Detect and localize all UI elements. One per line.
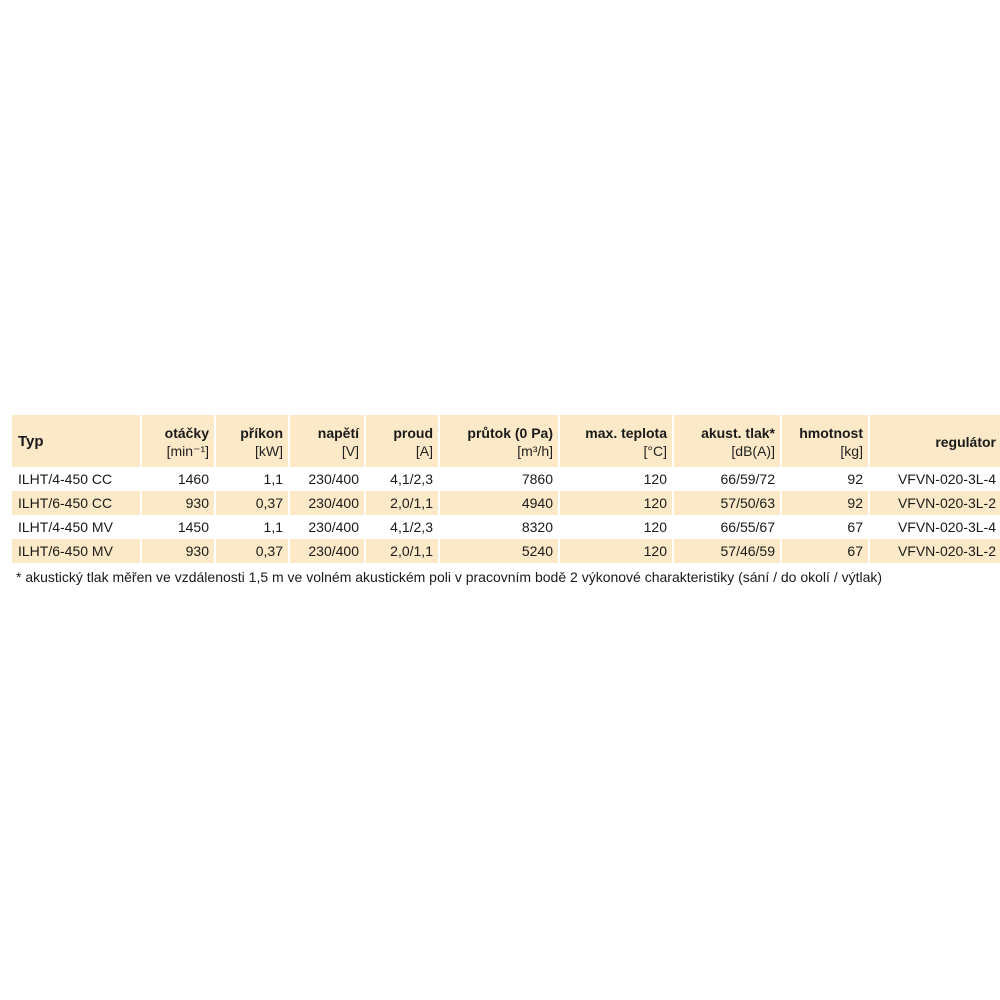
header-regulator (870, 415, 1000, 467)
cell-akust-tlak: 57/50/63 (674, 491, 780, 515)
cell-regulator: VFVN-020-3L-2 (870, 539, 1000, 563)
cell-otacky: 930 (142, 491, 214, 515)
cell-akust-tlak: 66/55/67 (720, 519, 775, 535)
table-header-row (12, 415, 1000, 467)
cell-napeti: 230/400 (290, 491, 364, 515)
header-proud (366, 415, 438, 467)
cell-prutok: 4940 (440, 491, 558, 515)
cell-prikon: 1,1 (263, 471, 283, 487)
header-otacky-label: otáčky (164, 425, 209, 441)
table-row (12, 539, 1000, 563)
header-prutok-label: průtok (0 Pa) (467, 425, 553, 441)
cell-regulator: VFVN-020-3L-4 (897, 471, 996, 487)
header-prikon-unit: [kW] (255, 443, 283, 459)
cell-prutok: 7860 (521, 471, 553, 487)
header-hmotnost-label: hmotnost (799, 425, 863, 441)
cell-typ: ILHT/6-450 CC (12, 491, 140, 515)
cell-hmotnost: 92 (782, 491, 868, 515)
cell-akust-tlak: 66/59/72 (720, 471, 775, 487)
cell-hmotnost: 92 (847, 471, 863, 487)
header-napeti-unit: [V] (341, 443, 359, 459)
header-max-teplota (560, 415, 672, 467)
header-otacky-unit: [min⁻¹] (166, 443, 209, 459)
header-hmotnost (782, 415, 868, 467)
spec-table (10, 415, 1000, 563)
cell-otacky: 1460 (177, 471, 209, 487)
table-row (12, 515, 1000, 539)
cell-regulator: VFVN-020-3L-2 (870, 491, 1000, 515)
cell-prutok: 5240 (440, 539, 558, 563)
header-proud-unit: [A] (415, 443, 433, 459)
cell-proud: 2,0/1,1 (366, 491, 438, 515)
header-prutok (440, 415, 558, 467)
cell-prikon: 1,1 (263, 519, 283, 535)
header-hmotnost-unit: [kg] (840, 443, 863, 459)
table-row (12, 467, 1000, 491)
header-max-teplota-label: max. teplota (585, 425, 667, 441)
cell-max-teplota: 120 (643, 471, 667, 487)
cell-typ: ILHT/4-450 CC (18, 471, 113, 487)
header-akust-tlak-label: akust. tlak* (701, 425, 775, 441)
cell-hmotnost: 67 (847, 519, 863, 535)
cell-regulator: VFVN-020-3L-4 (897, 519, 996, 535)
cell-prikon: 0,37 (216, 491, 288, 515)
header-proud-label: proud (393, 425, 433, 441)
cell-hmotnost: 67 (782, 539, 868, 563)
header-typ (12, 415, 140, 467)
cell-otacky: 1450 (177, 519, 209, 535)
cell-akust-tlak: 57/46/59 (674, 539, 780, 563)
header-akust-tlak-unit: [dB(A)] (731, 443, 775, 459)
header-typ-label: Typ (18, 433, 44, 450)
header-prutok-unit: [m³/h] (517, 443, 553, 459)
cell-napeti: 230/400 (308, 519, 359, 535)
cell-napeti: 230/400 (308, 471, 359, 487)
cell-typ: ILHT/4-450 MV (18, 519, 113, 535)
cell-proud: 4,1/2,3 (390, 471, 433, 487)
header-prikon (216, 415, 288, 467)
cell-otacky: 930 (142, 539, 214, 563)
header-otacky (142, 415, 214, 467)
header-regulator-label: regulátor (935, 434, 996, 450)
header-prikon-label: příkon (240, 425, 283, 441)
cell-prutok: 8320 (521, 519, 553, 535)
header-max-teplota-unit: [°C] (643, 443, 667, 459)
cell-max-teplota: 120 (560, 539, 672, 563)
header-napeti-label: napětí (317, 425, 359, 441)
cell-max-teplota: 120 (560, 491, 672, 515)
footnote: * akustický tlak měřen ve vzdálenosti 1,5 m ve volném akustickém poli v pracovním bodě 2 výkonové charakteristiky (sání / do okolí / výtlak) (16, 569, 883, 585)
header-akust-tlak (674, 415, 780, 467)
table-row (12, 491, 1000, 515)
cell-prikon: 0,37 (216, 539, 288, 563)
header-napeti (290, 415, 364, 467)
cell-proud: 4,1/2,3 (390, 519, 433, 535)
cell-napeti: 230/400 (290, 539, 364, 563)
spec-table-container (12, 415, 997, 563)
cell-typ: ILHT/6-450 MV (12, 539, 140, 563)
cell-max-teplota: 120 (643, 519, 667, 535)
cell-proud: 2,0/1,1 (366, 539, 438, 563)
